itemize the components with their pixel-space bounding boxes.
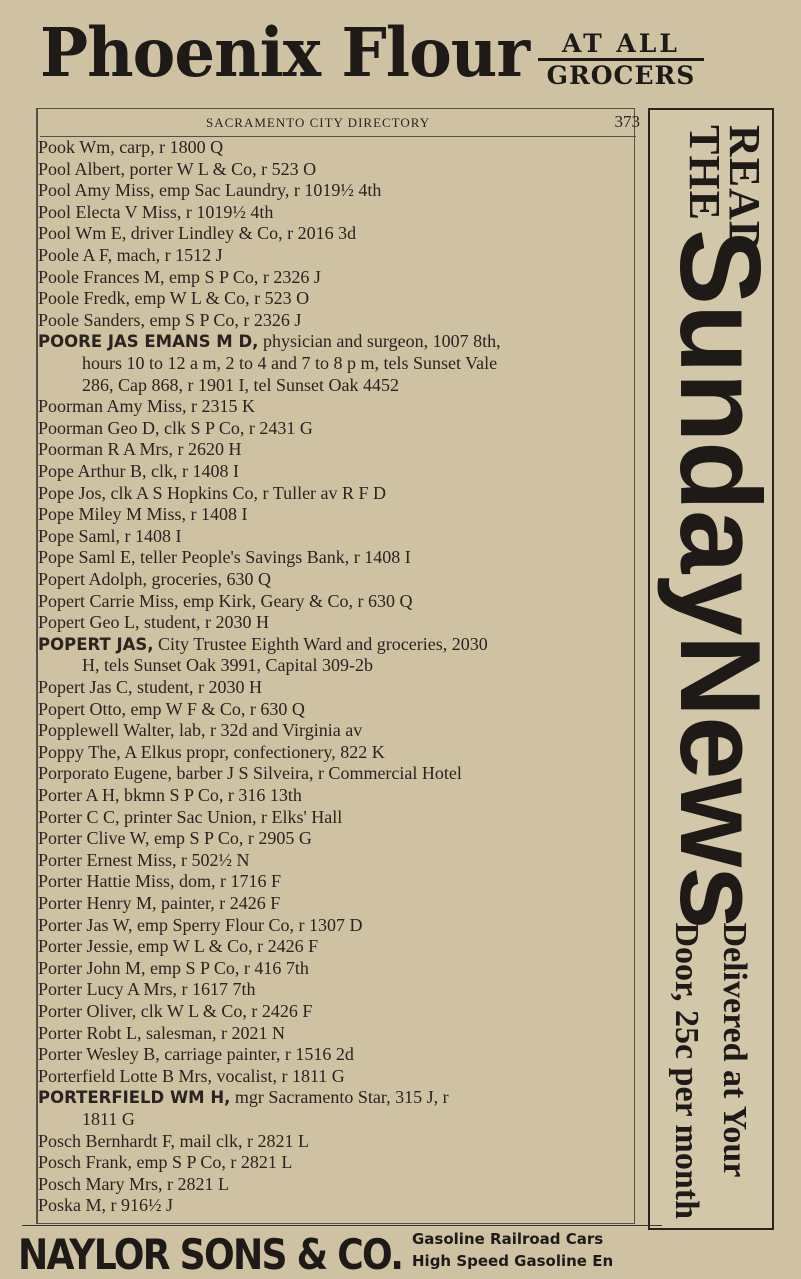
page-number: 373 [614,112,640,131]
directory-entry [38,1174,638,1196]
directory-entry [38,1066,638,1088]
entry-surname: Popplewell [38,720,119,741]
entry-details: Lucy A Mrs, r 1617 7th [86,979,256,1000]
entry-surname: Popert [38,677,85,697]
entry-details: mgr Sacramento Star, 315 J, r [234,1087,449,1108]
entry-details: Robt L, salesman, r 2021 N [86,1022,285,1043]
directory-entry [38,288,638,310]
directory-entry [38,742,638,764]
directory-entry [38,612,638,634]
directory-entry [38,396,638,418]
tag-line-1: AT ALL [538,30,704,61]
page-header [36,112,640,136]
entry-surname: Posch [38,1130,82,1151]
directory-entry [38,1044,638,1066]
directory-entry [38,699,638,721]
directory-entry [38,591,638,613]
entry-surname: PORTERFIELD WM H, [38,1088,231,1108]
entry-surname: Poppy [38,741,85,762]
entry-surname: Porter [38,1044,82,1065]
entry-surname: POPERT JAS, [38,634,154,654]
entry-surname: Pope [38,547,74,568]
entry-surname: Porter [38,979,82,1000]
entry-surname: Posch [38,1152,82,1173]
entry-surname: Poole [38,245,80,265]
directory-entry [38,893,638,915]
delivery-text [660,922,760,1219]
entry-surname: Pope [38,504,74,525]
directory-entry [38,1001,638,1023]
entry-details: Ernest Miss, r 502½ N [86,849,250,870]
sunday-news-advertisement [648,108,783,1230]
entry-continuation: H, tels Sunset Oak 3991, Capital 309-2b [82,655,373,676]
directory-entry [38,850,638,872]
bottom-advertisement [0,1222,801,1279]
directory-entry [38,202,638,224]
entry-details: Bernhardt F, mail clk, r 2821 L [85,1130,310,1151]
phoenix-flour-brand: Phoenix Flour [40,14,530,93]
directory-entry [38,871,638,893]
entry-details: Carrie Miss, emp Kirk, Geary & Co, r 630 Q [89,590,413,611]
directory-entry [38,958,638,980]
read-word: READ [720,125,769,254]
directory-entry [38,180,638,202]
entry-details: Miley M Miss, r 1408 I [78,504,248,525]
entry-details: Jas W, emp Sperry Flour Co, r 1307 D [86,914,363,935]
entry-surname: Pope [38,525,74,546]
entry-details: Albert, porter W L & Co, r 523 O [74,158,317,179]
delivery-line-2: Door, 25c per month [668,922,705,1219]
entry-details: Saml, r 1408 I [78,525,182,546]
directory-entry [38,1131,638,1153]
entry-details: City Trustee Eighth Ward and groceries, 2030 [158,633,488,654]
delivery-line-1: Delivered at Your [716,922,753,1178]
entry-surname: Pope [38,461,74,481]
naylor-sons-name: NAYLOR SONS & CO. [18,1230,403,1279]
directory-entry [38,526,638,548]
entry-details: M, r 916½ J [85,1195,174,1216]
directory-entry [38,439,638,461]
directory-entry [38,267,638,289]
directory-entry [38,547,638,569]
entry-continuation: hours 10 to 12 a m, 2 to 4 and 7 to 8 p m, tels Sunset Vale [82,352,498,373]
entry-details: Henry M, painter, r 2426 F [86,893,281,913]
entry-surname: Popert [38,569,85,589]
entry-details: physician and surgeon, 1007 8th, [262,331,501,352]
entry-surname: Posch [38,1173,82,1194]
entry-surname: Porterfield [38,1065,115,1086]
entry-surname: POORE JAS EMANS M D, [38,332,259,352]
the-word: THE [680,125,729,221]
entry-details: Amy Miss, r 2315 K [106,396,256,417]
directory-entry [38,785,638,807]
entry-details: Jessie, emp W L & Co, r 2426 F [86,936,319,957]
bottom-rule [22,1225,662,1226]
entry-surname: Popert [38,590,85,611]
entry-details: Eugene, barber J S Silveira, r Commercial Hotel [113,763,462,784]
directory-entry [38,137,638,159]
directory-entry [38,504,638,526]
sunday-news-title: SundayNews [656,229,783,929]
entry-surname: Pool [38,180,72,201]
entry-surname: Porter [38,849,82,870]
directory-entry [38,1195,638,1217]
entry-surname: Poole [38,288,80,309]
entry-details: Lotte B Mrs, vocalist, r 1811 G [119,1065,345,1086]
entry-surname: Porter [38,1022,82,1043]
entry-details: Walter, lab, r 32d and Virginia av [123,720,363,741]
entry-surname: Popert [38,698,85,719]
directory-entry [38,807,638,829]
entry-continuation: 286, Cap 868, r 1901 I, tel Sunset Oak 4452 [82,374,399,395]
entry-surname: Popert [38,612,85,633]
side-ad-read [680,125,769,254]
entry-details: Electa V Miss, r 1019½ 4th [75,201,274,222]
directory-entry [38,331,638,396]
entry-surname: Pool [38,223,72,244]
directory-entry [38,936,638,958]
entry-details: Saml E, teller People's Savings Bank, r 1408 I [78,547,411,568]
entry-surname: Porporato [38,763,109,784]
bottom-ad-line-1: Gasoline Railroad Cars [412,1230,604,1248]
directory-title: SACRAMENTO CITY DIRECTORY [206,115,431,130]
directory-entry [38,979,638,1001]
entry-surname: Poole [38,309,80,330]
tag-line-2: GROCERS [546,61,696,90]
directory-entry [38,310,638,332]
entry-details: C C, printer Sac Union, r Elks' Hall [86,806,343,827]
entry-details: Geo L, student, r 2030 H [89,612,269,633]
entry-details: Wesley B, carriage painter, r 1516 2d [86,1044,354,1065]
entry-details: Oliver, clk W L & Co, r 2426 F [86,1001,313,1021]
entry-details: Frances M, emp S P Co, r 2326 J [83,266,321,287]
entry-details: Wm, carp, r 1800 Q [79,137,224,157]
entry-details: Hattie Miss, dom, r 1716 F [86,871,282,892]
entry-surname: Poska [38,1195,82,1216]
directory-entry [38,569,638,591]
entry-details: Fredk, emp W L & Co, r 523 O [83,288,310,309]
entry-surname: Pool [38,158,72,179]
directory-entry [38,1152,638,1174]
directory-entry [38,1087,638,1130]
entry-details: A H, bkmn S P Co, r 316 13th [85,785,302,805]
entry-surname: Porter [38,1001,82,1021]
entry-surname: Porter [38,828,82,849]
directory-entry [38,159,638,181]
directory-entry [38,634,638,677]
directory-entry [38,223,638,245]
entry-details: R A Mrs, r 2620 H [107,439,242,460]
side-ad-rotated-content [652,119,783,1219]
directory-entry [38,245,638,267]
entry-surname: Porter [38,936,82,957]
entry-details: Jas C, student, r 2030 H [89,677,262,697]
entry-details: Wm E, driver Lindley & Co, r 2016 3d [75,223,357,244]
entry-details: Arthur B, clk, r 1408 I [77,461,239,481]
entry-details: John M, emp S P Co, r 416 7th [86,957,309,978]
entry-surname: Porter [38,893,82,913]
entry-surname: Poorman [38,417,103,438]
at-all-grocers-tag [538,30,704,91]
entry-surname: Porter [38,957,82,978]
entry-surname: Porter [38,806,82,827]
directory-entry [38,828,638,850]
entry-details: Mary Mrs, r 2821 L [85,1173,229,1194]
entry-details: The, A Elkus propr, confectionery, 822 K [88,741,385,762]
directory-entry [38,915,638,937]
directory-entry [38,763,638,785]
entry-details: Sanders, emp S P Co, r 2326 J [83,309,302,330]
directory-entry [38,418,638,440]
entry-details: Adolph, groceries, 630 Q [88,569,271,589]
entry-surname: Pool [38,201,72,222]
top-advertisement [0,0,801,108]
bottom-ad-line-2: High Speed Gasoline En [412,1252,614,1270]
entry-continuation: 1811 G [82,1108,135,1129]
entry-details: Geo D, clk S P Co, r 2431 G [107,417,313,438]
entry-surname: Poorman [38,396,103,417]
directory-entry [38,461,638,483]
entry-details: Clive W, emp S P Co, r 2905 G [86,828,312,849]
entry-surname: Poole [38,266,80,287]
entry-surname: Pope [38,482,74,503]
entry-details: Amy Miss, emp Sac Laundry, r 1019½ 4th [74,180,382,201]
directory-entry [38,720,638,742]
entry-surname: Porter [38,871,82,892]
entry-surname: Porter [38,785,82,805]
entry-surname: Pook [38,137,76,157]
entry-details: Frank, emp S P Co, r 2821 L [85,1152,293,1173]
directory-entry [38,1023,638,1045]
entry-details: Otto, emp W F & Co, r 630 Q [89,698,305,719]
entry-details: A F, mach, r 1512 J [82,245,223,265]
entry-surname: Porter [38,914,82,935]
entry-surname: Poorman [38,439,103,460]
directory-entry [38,677,638,699]
directory-entry [38,483,638,505]
entry-details: Jos, clk A S Hopkins Co, r Tuller av R F D [78,482,387,503]
